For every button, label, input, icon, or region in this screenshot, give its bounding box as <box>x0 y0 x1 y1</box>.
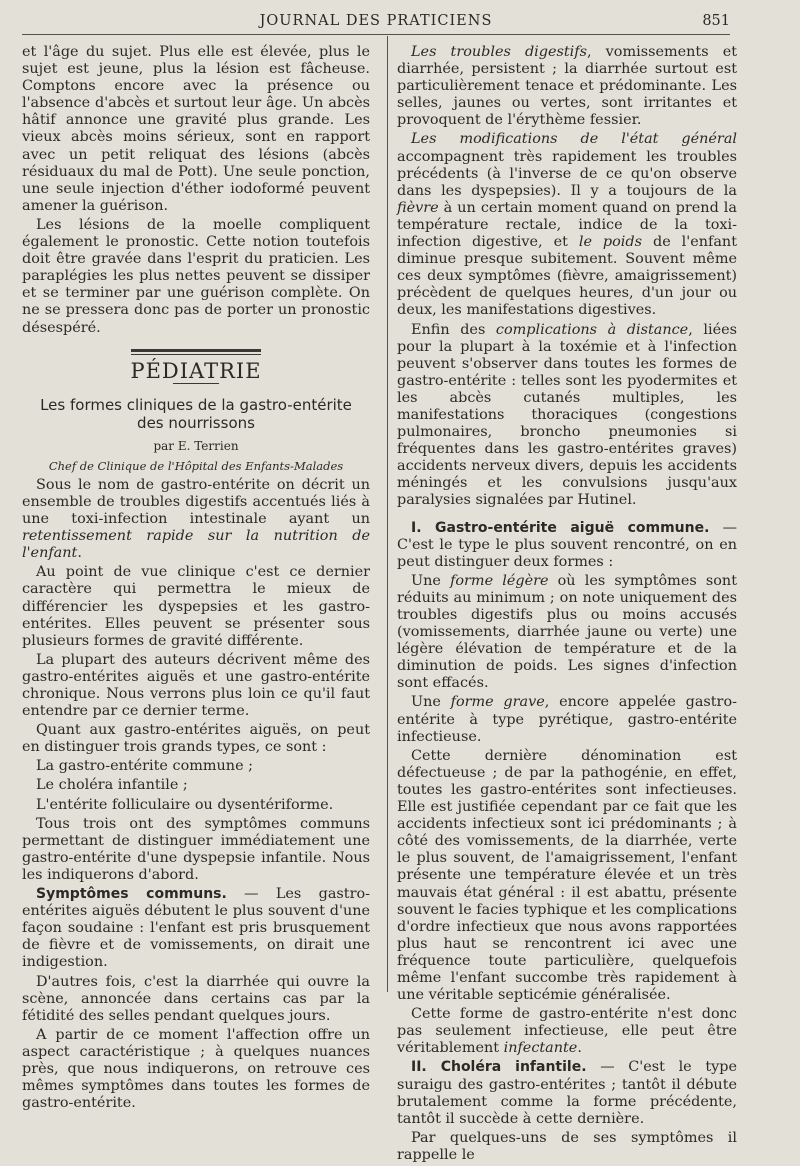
section-title: PÉDIATRIE <box>130 358 262 383</box>
running-header <box>22 10 730 35</box>
paragraph: Enfin des complications à distance, liées pour la plupart à la toxémie et à l'infection peuvent s'observer dans toutes les formes de gastro-entérite : telles sont les pyodermites et les abcès cutanés multiples, les manifestations thoraciques (congestions pulmonaires, broncho pneumonies si fréquentes dans les gastro-entérites graves) accidents nerveux divers, depuis les accidents méningés et les convulsions jusqu'aux paralysies signalées par Hutinel. <box>397 321 737 509</box>
emphasis: Les troubles digestifs <box>411 44 587 60</box>
paragraph: Une forme légère où les symptômes sont réduits au minimum ; on note uniquement des troubles digestifs plus ou moins accusés (vomissements, diarrhée jaune ou verte) une légère élévation de température et de la diminution de poids. Les signes d'infection sont effacés. <box>397 572 737 692</box>
section-separator <box>131 349 261 355</box>
emphasis: le poids <box>578 234 643 251</box>
paragraph: D'autres fois, c'est la diarrhée qui ouvre la scène, annoncée dans certains cas par la fétidité des selles pendant quelques jours. <box>22 973 370 1024</box>
paragraph: I. Gastro-entérite aiguë commune. — C'est le type le plus souvent rencontré, on en peut distinguer deux formes : <box>397 519 738 570</box>
journal-title: JOURNAL DES PRATICIENS <box>259 13 493 29</box>
paragraph: Au point de vue clinique c'est ce dernier caractère qui permettra le mieux de différencier les dyspepsies et les gastro-entérites. Elles peuvent se présenter sous plusieurs formes de gravité différente. <box>22 564 370 649</box>
paragraph: Par quelques-uns de ses symptômes il rappelle le <box>397 1129 737 1163</box>
paragraph: Quant aux gastro-entérites aiguës, on peut en distinguer trois grands types, ce sont : <box>22 722 370 756</box>
list-item: L'entérite folliculaire ou dysentériforme. <box>36 796 334 813</box>
article-title <box>22 396 370 432</box>
paragraph: Les troubles digestifs, vomissements et diarrhée, persistent ; la diarrhée surtout est particulièrement tenace et prédominante. Les selles, jaunes ou vertes, sont irritantes et provoquent de l'érythème fessier. <box>397 44 737 129</box>
emphasis: forme légère <box>450 572 549 589</box>
byline: par E. Terrien <box>153 438 239 453</box>
page-number: 851 <box>702 13 730 29</box>
author-affiliation: Chef de Clinique de l'Hôpital des Enfants-Malades <box>48 458 344 473</box>
paragraph: Une forme grave, encore appelée gastro-entérite à type pyrétique, gastro-entérite infectieuse. <box>397 694 737 745</box>
emphasis: retentissement rapide sur la nutrition de l'enfant <box>22 528 370 562</box>
paragraph: Cette dernière dénomination est défectueuse ; de par la pathogénie, en effet, toutes les gastro-entérites sont infectieuses. Elle est justifiée cependant par ce fait que les accidents infectieux sont ici prédominants ; à côté des vomissements, de la diarrhée, verte le plus souvent, de l'amaigrissement, l'enfant présente une température élevée et un très mauvais état général : il est abattu, présente souvent le facies typhique et les complications d'ordre infectieux que nous avons rapportées plus haut se rencontrent ici avec une fréquence toute particulière, quelquefois même l'enfant succombe très rapidement à une véritable septicémie généralisée. <box>397 747 737 1004</box>
paragraph: Les lésions de la moelle compliquent également le pronostic. Cette notion toutefois doit être gravée dans l'esprit du praticien. Les paraplégies les plus nettes peuvent se dissiper et se terminer par une guérison complète. On ne se pressera donc pas de porter un pronostic désespéré. <box>22 216 370 336</box>
paragraph: et l'âge du sujet. Plus elle est élevée, plus le sujet est jeune, plus la lésion est fâcheuse. Comptons encore avec la présence ou l'absence d'abcès et surtout leur âge. Un abcès hâtif annonce une gravité plus grande. Les vieux abcès moins sérieux, sont en rapport avec un petit reliquat des lésions (abcès résiduaux du mal de Pott). Une seule ponction, une seule injection d'éther iodoformé peuvent amener la guérison. <box>22 44 370 214</box>
paragraph: Sous le nom de gastro-entérite on décrit un ensemble de troubles digestifs accentués liés à une toxi-infection intestinale ayant un retentissement rapide sur la nutrition de l'enfant. <box>22 476 370 562</box>
paragraph: Cette forme de gastro-entérite n'est donc pas seulement infectieuse, elle peut être véritablement infectante. <box>397 1006 737 1057</box>
subsection-heading: Symptômes communs. <box>36 886 227 903</box>
paragraph: La plupart des auteurs décrivent même des gastro-entérites aiguës et une gastro-entérite chronique. Nous verrons plus loin ce qu'il faut entendre par ce dernier terme. <box>22 651 370 720</box>
paragraph: Les modifications de l'état général accompagnent très rapidement les troubles précédents (à l'inverse de ce qu'on observe dans les dyspepsies). Il y a toujours de la fièvre à un certain moment quand on prend la température rectale, indice de la toxi-infection digestive, et le poids de l'enfant diminue presque subitement. Souvent même ces deux symptômes (fièvre, amaigrissement) précèdent de quelques heures, d'un jour ou deux, les manifestations digestives. <box>397 131 737 319</box>
paragraph: A partir de ce moment l'affection offre un aspect caractéristique ; à quelques nuances près, que nous indiquerons, on retrouve ces mêmes symptômes dans toutes les formes de gastro-entérite. <box>22 1026 370 1112</box>
list-item: La gastro-entérite commune ; <box>36 758 254 775</box>
article-title-line-2: des nourrissons <box>137 413 255 432</box>
list-item: Le choléra infantile ; <box>36 777 188 794</box>
subsection-heading: I. Gastro-entérite aiguë commune. <box>411 519 710 536</box>
right-column <box>397 44 737 1166</box>
emphasis: infectante <box>503 1040 578 1057</box>
article-title-line-1: Les formes cliniques de la gastro-entérite <box>40 395 352 414</box>
emphasis: forme grave <box>450 694 545 711</box>
column-divider <box>387 36 388 992</box>
title-underline <box>173 383 219 384</box>
subsection-heading: II. Choléra infantile. <box>411 1059 587 1076</box>
paragraph: II. Choléra infantile. — C'est le type suraigu des gastro-entérites ; tantôt il débute brutalement comme la forme précédente, tantôt il succède à cette dernière. <box>397 1059 737 1127</box>
left-column <box>22 44 370 1114</box>
paragraph: Tous trois ont des symptômes communs permettant de distinguer immédiatement une gastro-entérite d'une dyspepsie infantile. Nous les indiquerons d'abord. <box>22 815 370 883</box>
emphasis: complications à distance <box>495 321 689 338</box>
emphasis: fièvre <box>397 199 439 216</box>
paragraph: Symptômes communs. — Les gastro-entérites aiguës débutent le plus souvent d'une façon soudaine : l'enfant est pris brusquement de fièvre et de vomissements, on dirait une indigestion. <box>22 886 370 971</box>
emphasis: Les modifications de l'état général <box>411 131 737 148</box>
